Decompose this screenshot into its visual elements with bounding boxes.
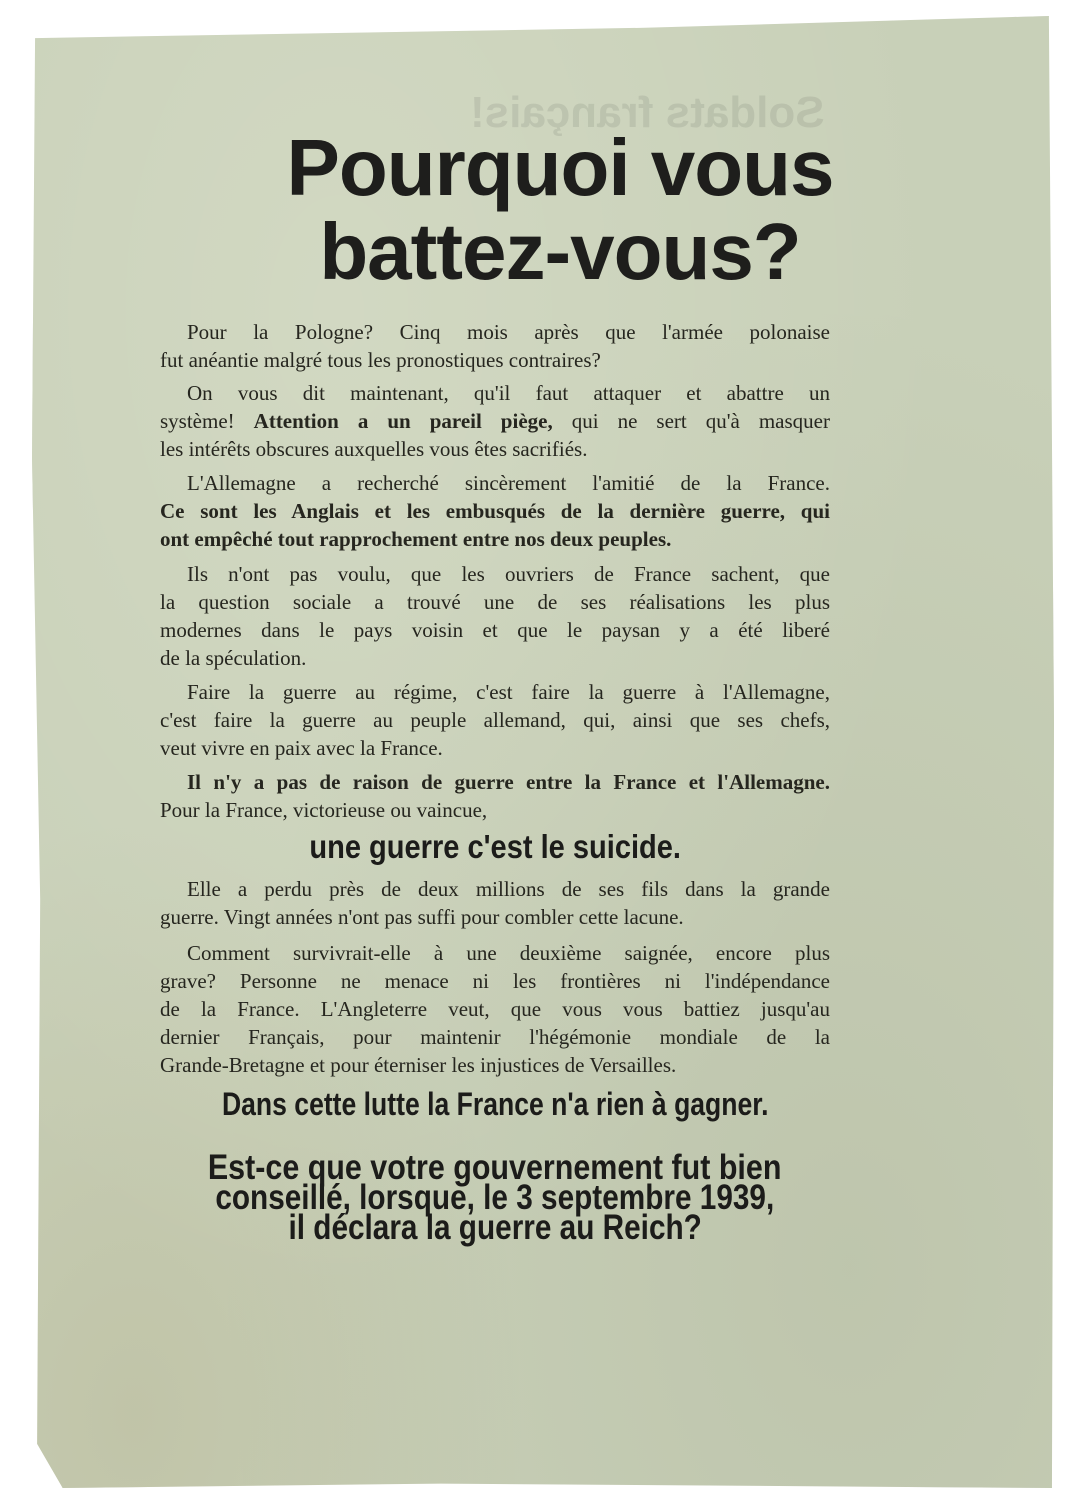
text-line xyxy=(160,875,830,903)
text-line xyxy=(160,734,830,762)
text-segment: les intérêts obscures auxquelles vous êtes sacrifiés. xyxy=(160,437,588,461)
text-line xyxy=(160,967,830,995)
bold-text-segment: Attention a un pareil piège, xyxy=(253,409,553,433)
paragraph-6 xyxy=(160,768,830,824)
text-line xyxy=(160,588,830,616)
conclusion-text: Dans cette lutte la France n'a rien à gagner. xyxy=(221,1086,769,1122)
bold-text-segment: ont empêché tout rapprochement entre nos deux peuples. xyxy=(160,527,672,551)
text-line xyxy=(160,706,830,734)
text-line xyxy=(160,346,830,374)
text-segment: L'Allemagne a recherché sincèrement l'amitié de la France. xyxy=(187,471,830,495)
text-segment: modernes dans le pays voisin et que le paysan y a été liberé xyxy=(160,618,830,642)
text-line xyxy=(160,318,830,346)
title-line-2: battez-vous? xyxy=(319,207,801,296)
text-segment: Ils n'ont pas voulu, que les ouvriers de France sachent, que xyxy=(187,562,830,586)
text-line xyxy=(160,939,830,967)
slogan xyxy=(100,828,890,866)
text-line xyxy=(160,525,830,553)
text-segment: système! xyxy=(160,409,254,433)
text-line xyxy=(160,995,830,1023)
text-segment: On vous dit maintenant, qu'il faut attaquer et abattre un xyxy=(187,381,830,405)
text-segment: de la France. L'Angleterre veut, que vous vous battiez jusqu'au xyxy=(160,997,830,1021)
text-line xyxy=(160,796,830,824)
text-segment: Pour la Pologne? Cinq mois après que l'armée polonaise xyxy=(187,320,830,344)
bold-text-segment: Ce sont les Anglais et les embusqués de la dernière guerre, qui xyxy=(160,499,830,523)
paragraph-4 xyxy=(160,560,830,672)
paragraph-5 xyxy=(160,678,830,762)
text-segment: fut anéantie malgré tous les pronostiques contraires? xyxy=(160,348,601,372)
final-question-text-1: Est-ce que votre gouvernement fut bien xyxy=(208,1148,782,1187)
text-segment: Elle a perdu près de deux millions de ses fils dans la grande xyxy=(187,877,830,901)
conclusion xyxy=(100,1086,890,1123)
text-line xyxy=(160,644,830,672)
text-segment: veut vivre en paix avec la France. xyxy=(160,736,443,760)
paragraph-1 xyxy=(160,318,830,374)
final-question-text-3: il déclara la guerre au Reich? xyxy=(288,1208,702,1247)
text-line xyxy=(160,379,830,407)
text-segment: grave? Personne ne menace ni les frontières ni l'indépendance xyxy=(160,969,830,993)
final-question-line-3 xyxy=(100,1208,890,1248)
text-segment: Grande-Bretagne et pour éterniser les injustices de Versailles. xyxy=(160,1053,677,1077)
text-segment: dernier Français, pour maintenir l'hégémonie mondiale de la xyxy=(160,1025,830,1049)
title-line-1: Pourquoi vous xyxy=(286,123,834,212)
paragraph-3 xyxy=(160,469,830,553)
paragraph-7 xyxy=(160,875,830,931)
text-segment: Faire la guerre au régime, c'est faire la guerre à l'Allemagne, xyxy=(187,680,830,704)
text-line xyxy=(160,560,830,588)
final-question-text-2: conseillé, lorsque, le 3 septembre 1939, xyxy=(215,1178,775,1217)
bold-text-segment: Il n'y a pas de raison de guerre entre la France et l'Allemagne. xyxy=(187,770,830,794)
text-line xyxy=(160,768,830,796)
text-segment: de la spéculation. xyxy=(160,646,307,670)
text-line xyxy=(160,469,830,497)
text-segment: c'est faire la guerre au peuple allemand, qui, ainsi que ses chefs, xyxy=(160,708,830,732)
paragraph-8 xyxy=(160,939,830,1079)
text-segment: Pour la France, victorieuse ou vaincue, xyxy=(160,798,488,822)
text-line xyxy=(160,616,830,644)
text-segment: guerre. Vingt années n'ont pas suffi pour combler cette lacune. xyxy=(160,905,684,929)
text-segment: Comment survivrait-elle à une deuxième saignée, encore plus xyxy=(187,941,830,965)
slogan-text: une guerre c'est le suicide. xyxy=(309,828,681,865)
text-line xyxy=(160,678,830,706)
text-line xyxy=(160,1051,830,1079)
text-segment: qui ne sert qu'à masquer xyxy=(552,409,830,433)
text-line xyxy=(160,1023,830,1051)
text-line xyxy=(160,435,830,463)
text-line xyxy=(160,497,830,525)
text-line xyxy=(160,407,830,435)
bleed-through-text: Soldats français! xyxy=(470,88,825,137)
text-segment: la question sociale a trouvé une de ses réalisations les plus xyxy=(160,590,830,614)
paragraph-2 xyxy=(160,379,830,463)
text-line xyxy=(160,903,830,931)
